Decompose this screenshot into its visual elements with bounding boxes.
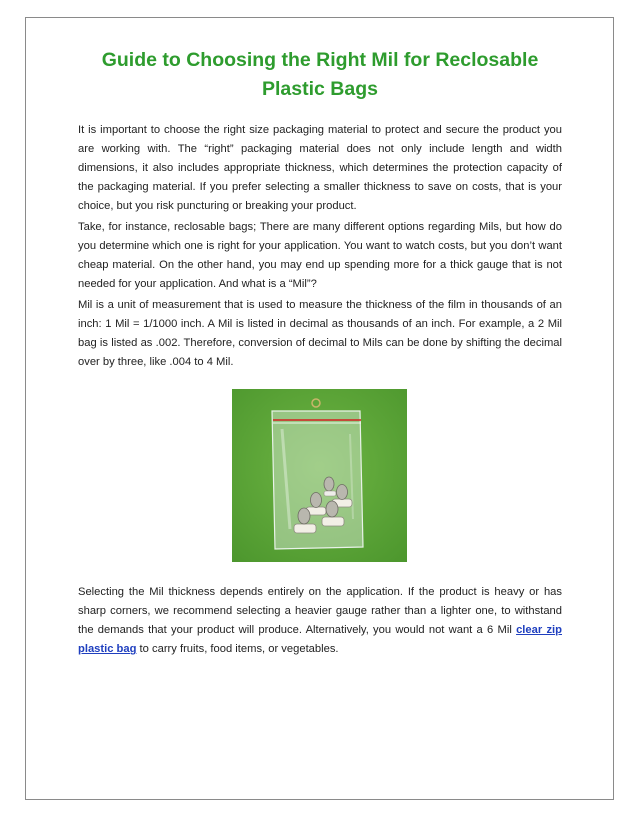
clear-zip-bag-with-clips-photo (232, 389, 407, 562)
document-title: Guide to Choosing the Right Mil for Reclosable Plastic Bags (101, 49, 539, 100)
paragraph-selecting-mil (78, 583, 562, 659)
paragraph-text-after-link: to carry fruits, food items, or vegetables. (136, 643, 339, 656)
paragraph-intro: It is important to choose the right size packaging material to protect and secure the product you are working with. The “right” packaging material does not only include length and width dimensions, it also includes appropriate thickness, which determines the protection capacity of the packaging material. If you prefer selecting a smaller thickness to save on costs, that is your choice, but you risk puncturing or breaking your product. (78, 124, 562, 213)
paragraph-reclosable-bags: Take, for instance, reclosable bags; There are many different options regarding Mils, but how do you determine which one is right for your application. You want to watch costs, but you don’t want cheap material. On the other hand, you may end up spending more for a thick gauge that is not needed for your application. And what is a “Mil”? (78, 221, 562, 291)
paragraph-mil-definition: Mil is a unit of measurement that is used to measure the thickness of the film in thousands of an inch: 1 Mil = 1/1000 inch. A Mil is listed in decimal as thousands of an inch. For example, a 2 Mil bag is listed as .002. Therefore, conversion of decimal to Mils can be done by shifting the decimal over by three, like .004 to 4 Mil. (78, 299, 562, 369)
paragraph-text-before-link: Selecting the Mil thickness depends entirely on the application. If the product is heavy or has sharp corners, we recommend selecting a heavier gauge rather than a lighter one, to withstand the demands that your product will produce. Alternatively, you would not want a 6 Mil (78, 586, 562, 637)
clear-zip-plastic-bag-link[interactable]: clear zip plastic bag (78, 624, 562, 656)
